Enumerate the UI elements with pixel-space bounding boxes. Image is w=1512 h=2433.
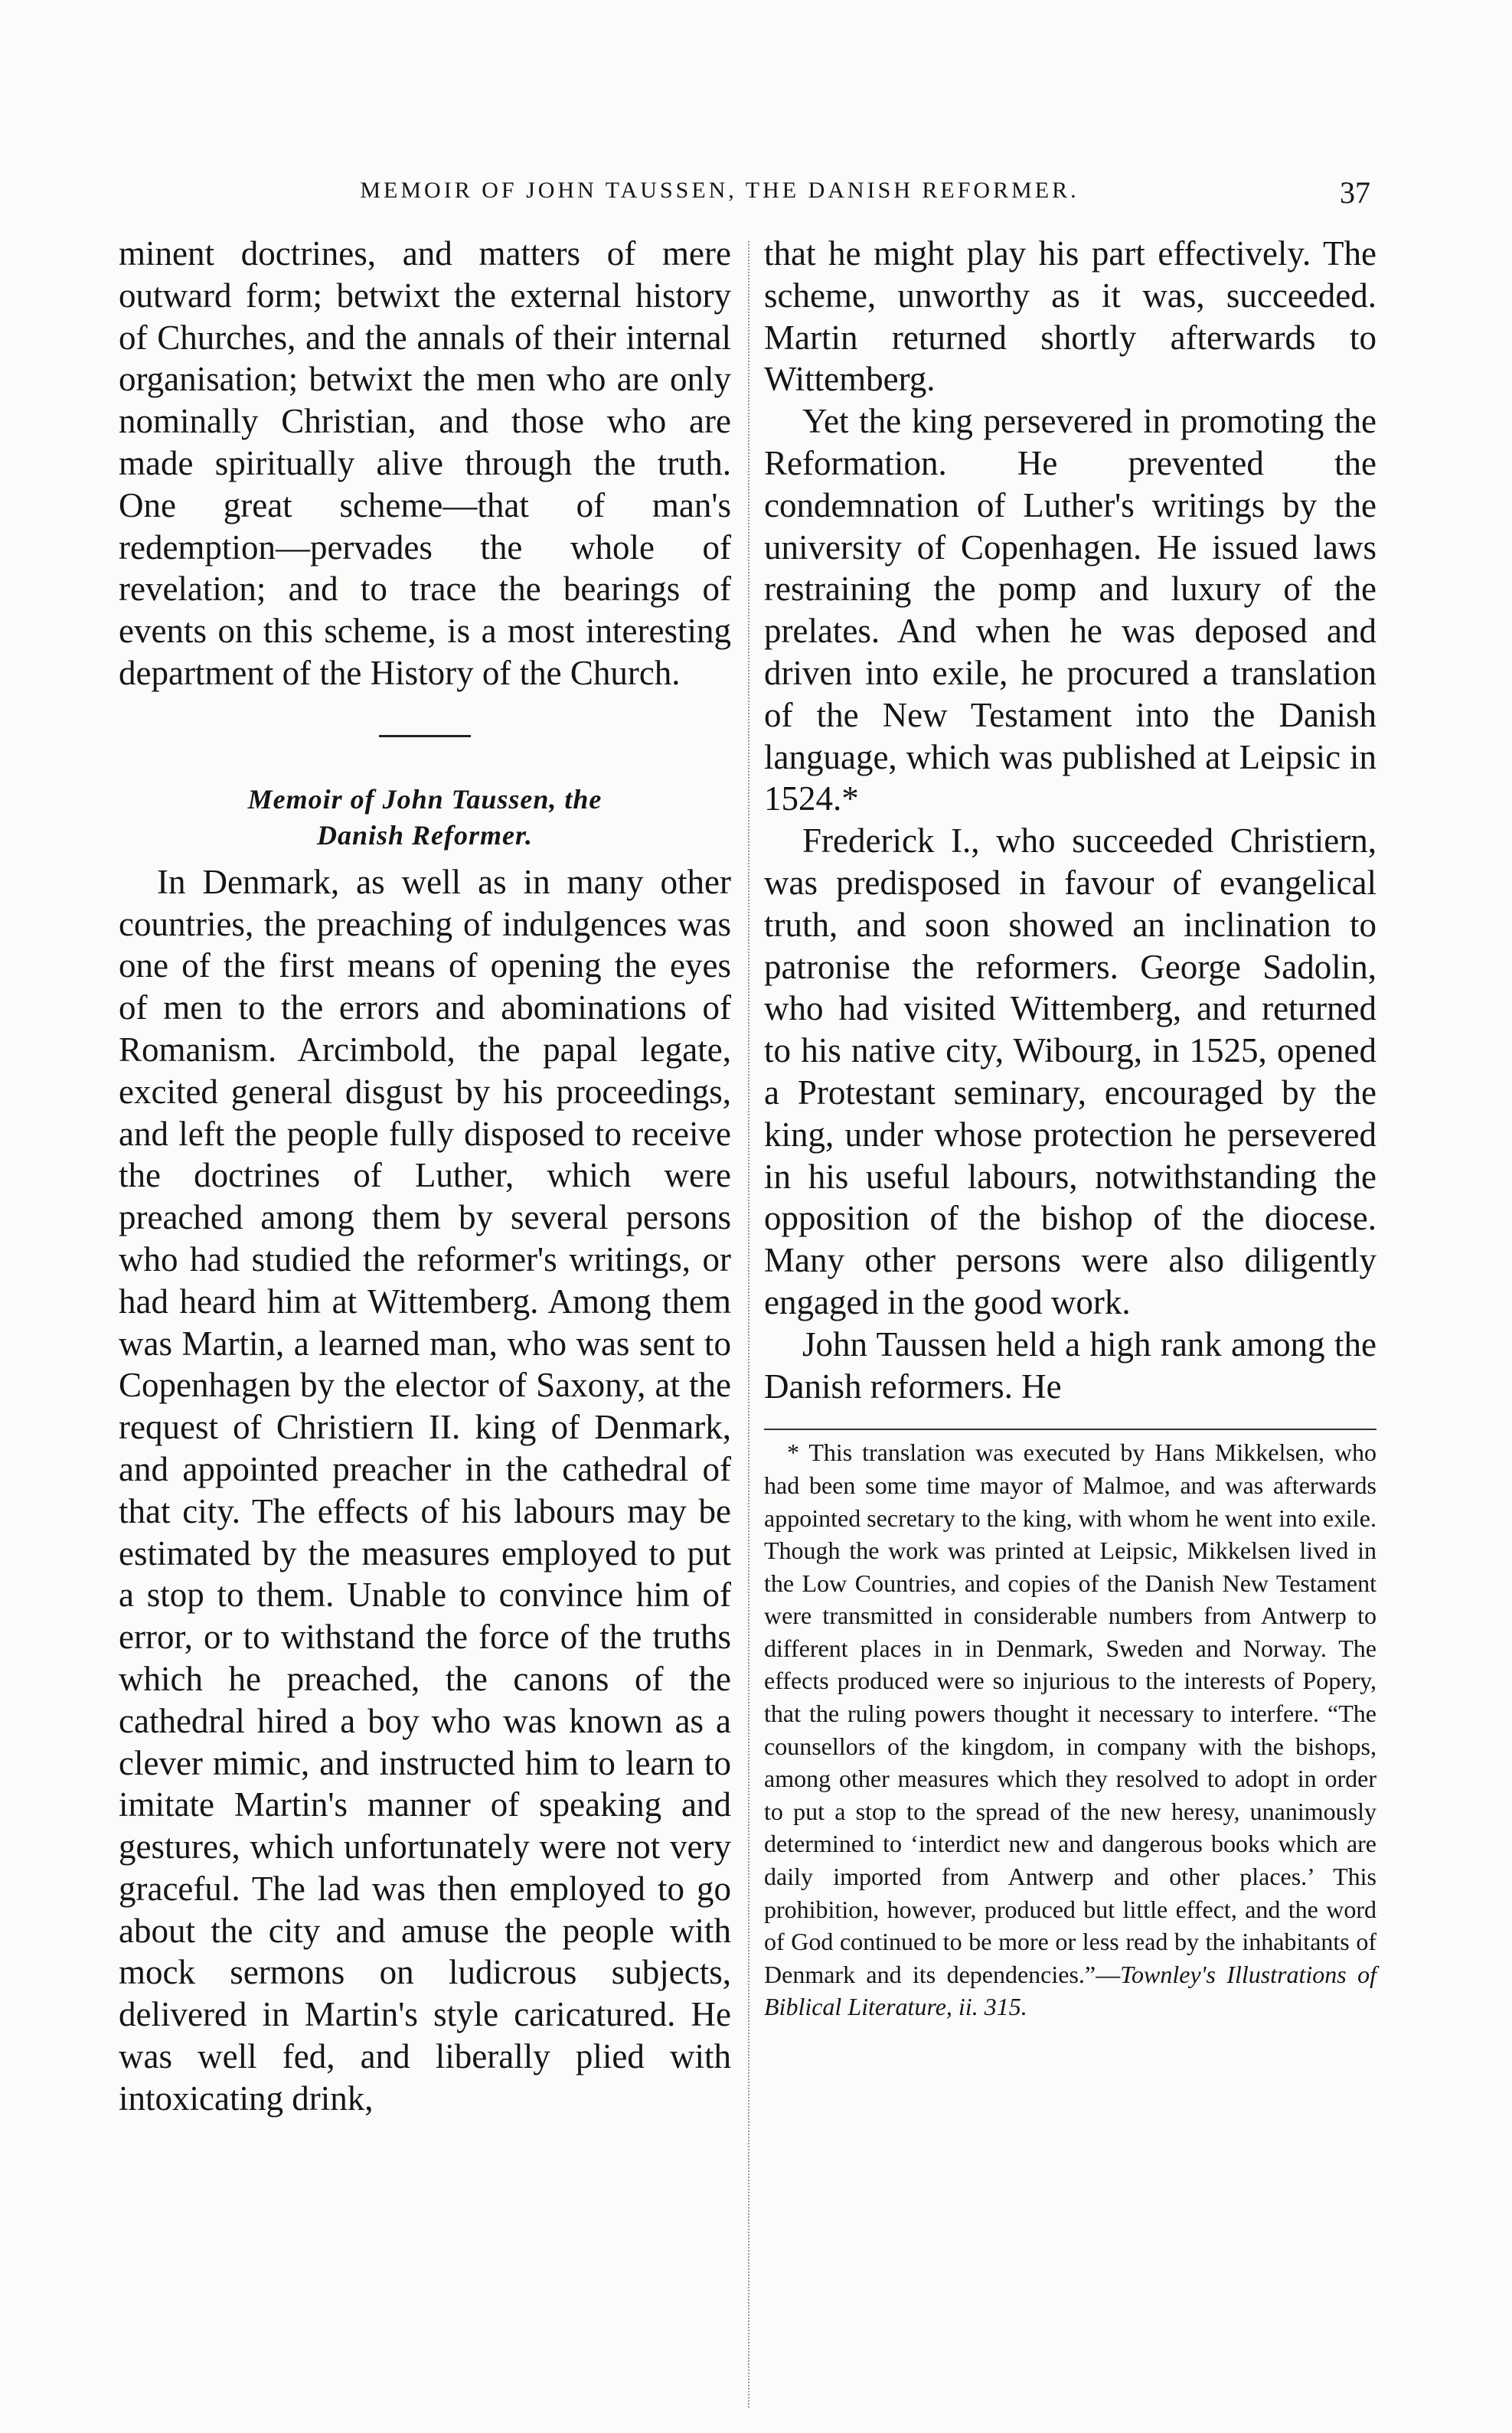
running-head [115,175,1370,216]
section-divider [379,735,471,737]
page-number: 37 [1340,175,1370,210]
column-divider-rule [748,241,749,2408]
footnote-citation: Townley's Illustrations of Biblical Literature, ii. 315. [764,1960,1377,2021]
opening-paragraph: minent doctrines, and matters of mere outward form; betwixt the external history of Churches, and the annals of their internal organisation; betwixt the men who are only nominally Christian, and those who are made spiritually alive through the truth. One great scheme—that of man's redemption—pervades the whole of revelation; and to trace the bearings of events on this scheme, is a most interesting department of the History of the Church. [119,234,731,692]
running-title: MEMOIR OF JOHN TAUSSEN, THE DANISH REFORMER. [360,178,1079,203]
right-paragraph-3: Frederick I., who succeeded Christiern, was predisposed in favour of evangelical truth, and soon showed an inclination to patronise the reformers. George Sadolin, who had visited Wittemberg, and returned to his native city, Wibourg, in 1525, opened a Protestant seminary, encouraged by the king, under whose protection he persevered in his useful labours, notwithstanding the opposition of the bishop of the diocese. Many other persons were also diligently engaged in the good work. [764,821,1376,1321]
memoir-paragraph: In Denmark, as well as in many other countries, the preaching of indulgences was one of the first means of opening the eyes of men to the errors and abominations of Romanism. Arcimbold, the papal legate, excited general disgust by his proceedings, and left the people fully disposed to receive the doctrines of Luther, which were preached among them by several persons who had studied the reformer's writings, or had heard him at Wittemberg. Among them was Martin, a learned man, who was sent to Copenhagen by the elector of Saxony, at the request of Christiern II. king of Denmark, and appointed preacher in the cathedral of that city. The effects of his labours may be estimated by the measures employed to put a stop to them. Unable to convince him of error, or to withstand the force of the truths which he preached, the canons of the cathedral hired a boy who was known as a clever mimic, and instructed him to learn to imitate Martin's manner of speaking and gestures, which unfortunately were not very graceful. The lad was then employed to go about the city and amuse the people with mock sermons on ludicrous subjects, delivered in Martin's style caricatured. He was well fed, and liberally plied with intoxicating drink, [119,862,731,2118]
section-heading [119,782,731,854]
right-paragraph-2: Yet the king persevered in promoting the Reformation. He prevented the condemnation of Luther's writings by the university of Copenhagen. He issued laws restraining the pomp and luxury of the prelates. And when he was deposed and driven into exile, he procured a translation of the New Testament into the Danish language, which was published at Leipsic in 1524.* [764,402,1376,818]
section-heading-line-1: Memoir of John Taussen, the [247,783,603,815]
footnote-text: * This translation was executed by Hans Mikkelsen, who had been some time mayor of Malmoe, and was afterwards appointed secretary to the king, with whom he went into exile. Though the work was printed at Leipsic, Mikkelsen lived in the Low Countries, and copies of the Danish New Testament were transmitted in considerable numbers from Antwerp to different places in in Denmark, Sweden and Norway. The effects produced were so injurious to the interests of Popery, that the ruling powers thought it necessary to interfere. “The counsellors of the kingdom, in company with the bishops, among other measures which they resolved to adopt in order to put a stop to the spread of the new heresy, unanimously determined to ‘interdict new and dangerous books which are daily imported from Antwerp and other places.’ This prohibition, however, produced but little effect, and the word of God continued to be more or less read by the inhabitants of Denmark and its dependencies.”— [764,1439,1376,1988]
left-column [119,233,731,2120]
right-column [764,233,1376,2023]
footnote [764,1436,1376,2023]
right-paragraph-4: John Taussen held a high rank among the Danish reformers. He [764,1324,1376,1406]
right-paragraph-1: that he might play his part effectively. The scheme, unworthy as it was, succeeded. Martin returned shortly afterwards to Wittemberg. [764,234,1376,399]
footnote-rule [764,1429,1376,1430]
section-heading-line-2: Danish Reformer. [316,819,534,851]
